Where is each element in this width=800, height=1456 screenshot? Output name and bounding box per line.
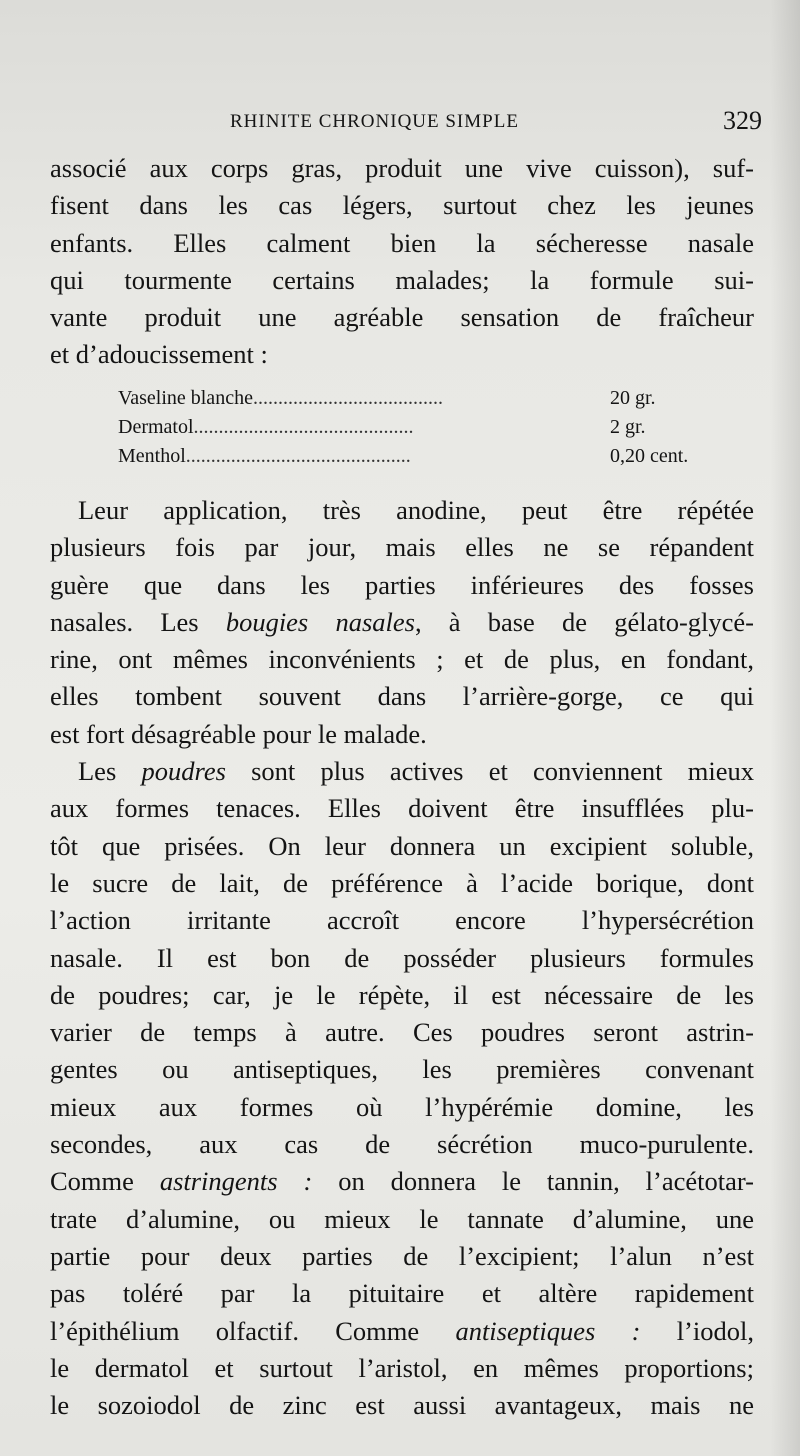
text-line — [50, 977, 754, 1014]
ingredient-quantity: 0,20 cent. — [610, 445, 689, 467]
text-line — [50, 604, 754, 641]
text-segment: l’épithélium olfactif. Comme — [50, 1315, 456, 1346]
text-line: enfants. Elles calment bien la sécheresse nasale — [50, 227, 754, 258]
text-line — [50, 1275, 754, 1312]
running-title: RHINITE CHRONIQUE SIMPLE — [230, 111, 519, 132]
text-segment: Comme — [50, 1166, 160, 1197]
ingredient-quantity: 20 gr. — [610, 387, 656, 409]
text-segment: trate d’alumine, ou mieux le tannate d’alumine, une — [50, 1203, 754, 1234]
text-line — [50, 716, 754, 753]
text-segment: sont plus actives et conviennent mieux — [225, 756, 754, 787]
leader-dots: ...................................... — [252, 387, 443, 409]
text-segment: Les — [78, 756, 142, 787]
text-line — [50, 529, 754, 566]
text-segment: partie pour deux parties de l’excipient; l’alun n’est — [50, 1240, 754, 1271]
text-segment: gentes ou antiseptiques, les premières convenant — [50, 1054, 754, 1085]
text-line: associé aux corps gras, produit une vive cuisson), suf- — [50, 153, 754, 183]
text-line: vante produit une agréable sensation de fraîcheur — [50, 302, 754, 333]
text-line — [50, 865, 754, 902]
text-line — [50, 940, 754, 977]
text-line — [50, 1387, 754, 1424]
formula-row — [118, 413, 680, 442]
text-segment: guère que dans les parties inférieures des fosses — [50, 569, 754, 600]
text-segment: plusieurs fois par jour, mais elles ne se répandent — [50, 532, 754, 563]
italic-term: antiseptiques : — [455, 1315, 641, 1346]
page-header — [50, 106, 762, 138]
formula-table — [118, 384, 689, 471]
text-line — [50, 678, 754, 715]
ingredient-name: Dermatol — [118, 416, 194, 438]
page-edge-shadow — [770, 0, 800, 1456]
ingredient-name: Menthol — [118, 445, 186, 467]
text-segment: nasales. Les — [50, 606, 226, 637]
formula-row — [118, 384, 680, 413]
text-line — [50, 1350, 754, 1387]
text-segment: pas toléré par la pituitaire et altère rapidement — [50, 1278, 754, 1309]
text-line: fisent dans les cas légers, surtout chez les jeunes — [50, 190, 754, 221]
text-line: qui tourmente certains malades; la formule sui- — [50, 264, 754, 295]
text-line — [50, 1089, 754, 1126]
ingredient-quantity: 2 gr. — [610, 416, 646, 438]
page-number: 329 — [723, 106, 762, 135]
text-segment: rine, ont mêmes inconvénients ; et de plus, en fondant, — [50, 644, 754, 675]
text-segment: , à base de gélato-glycé- — [414, 606, 755, 637]
italic-term: bougies nasales — [225, 606, 415, 637]
text-line — [50, 1014, 754, 1051]
text-segment: mieux aux formes où l’hypérémie domine, les — [50, 1091, 754, 1122]
text-line — [50, 492, 754, 529]
text-block-body — [50, 492, 754, 1424]
text-line — [50, 828, 754, 865]
leader-dots: ............................................ — [193, 416, 414, 438]
formula-row — [118, 442, 689, 471]
text-line: et d’adoucissement : — [50, 339, 268, 370]
text-segment: elles tombent souvent dans l’arrière-gorge, ce qui — [50, 681, 754, 712]
text-line — [50, 902, 754, 939]
text-segment: de poudres; car, je le répète, il est nécessaire de les — [50, 979, 754, 1010]
text-line — [50, 1163, 754, 1200]
leader-dots: ............................................. — [185, 445, 411, 467]
text-segment: Leur application, très anodine, peut être répétée — [78, 495, 754, 525]
text-line — [50, 753, 754, 790]
text-line — [50, 1313, 754, 1350]
text-segment: varier de temps à autre. Ces poudres seront astrin- — [50, 1017, 754, 1048]
text-segment: le dermatol et surtout l’aristol, en mêmes proportions; — [50, 1352, 754, 1383]
text-line — [50, 1201, 754, 1238]
text-line — [50, 1126, 754, 1163]
text-segment: secondes, aux cas de sécrétion muco-purulente. — [50, 1129, 754, 1160]
text-line — [50, 790, 754, 827]
ingredient-name: Vaseline blanche — [118, 387, 253, 409]
text-segment: l’action irritante accroît encore l’hypersécrétion — [50, 905, 754, 936]
text-segment: nasale. Il est bon de posséder plusieurs formules — [50, 942, 754, 973]
text-segment: le sozoiodol de zinc est aussi avantageux, mais ne — [50, 1390, 754, 1421]
text-line — [50, 1051, 754, 1088]
italic-term: poudres — [141, 756, 226, 787]
text-segment: tôt que prisées. On leur donnera un excipient soluble, — [50, 830, 754, 861]
text-line — [50, 641, 754, 678]
text-block-top — [50, 150, 754, 374]
italic-term: astringents : — [159, 1166, 313, 1197]
text-segment: l’iodol, — [640, 1315, 754, 1346]
text-line — [50, 567, 754, 604]
text-segment: aux formes tenaces. Elles doivent être insufflées plu- — [50, 793, 754, 824]
text-segment: on donnera le tannin, l’acétotar- — [312, 1166, 754, 1197]
text-segment: le sucre de lait, de préférence à l’acide borique, dont — [50, 867, 754, 898]
text-segment: est fort désagréable pour le malade. — [50, 718, 427, 749]
text-line — [50, 1238, 754, 1275]
